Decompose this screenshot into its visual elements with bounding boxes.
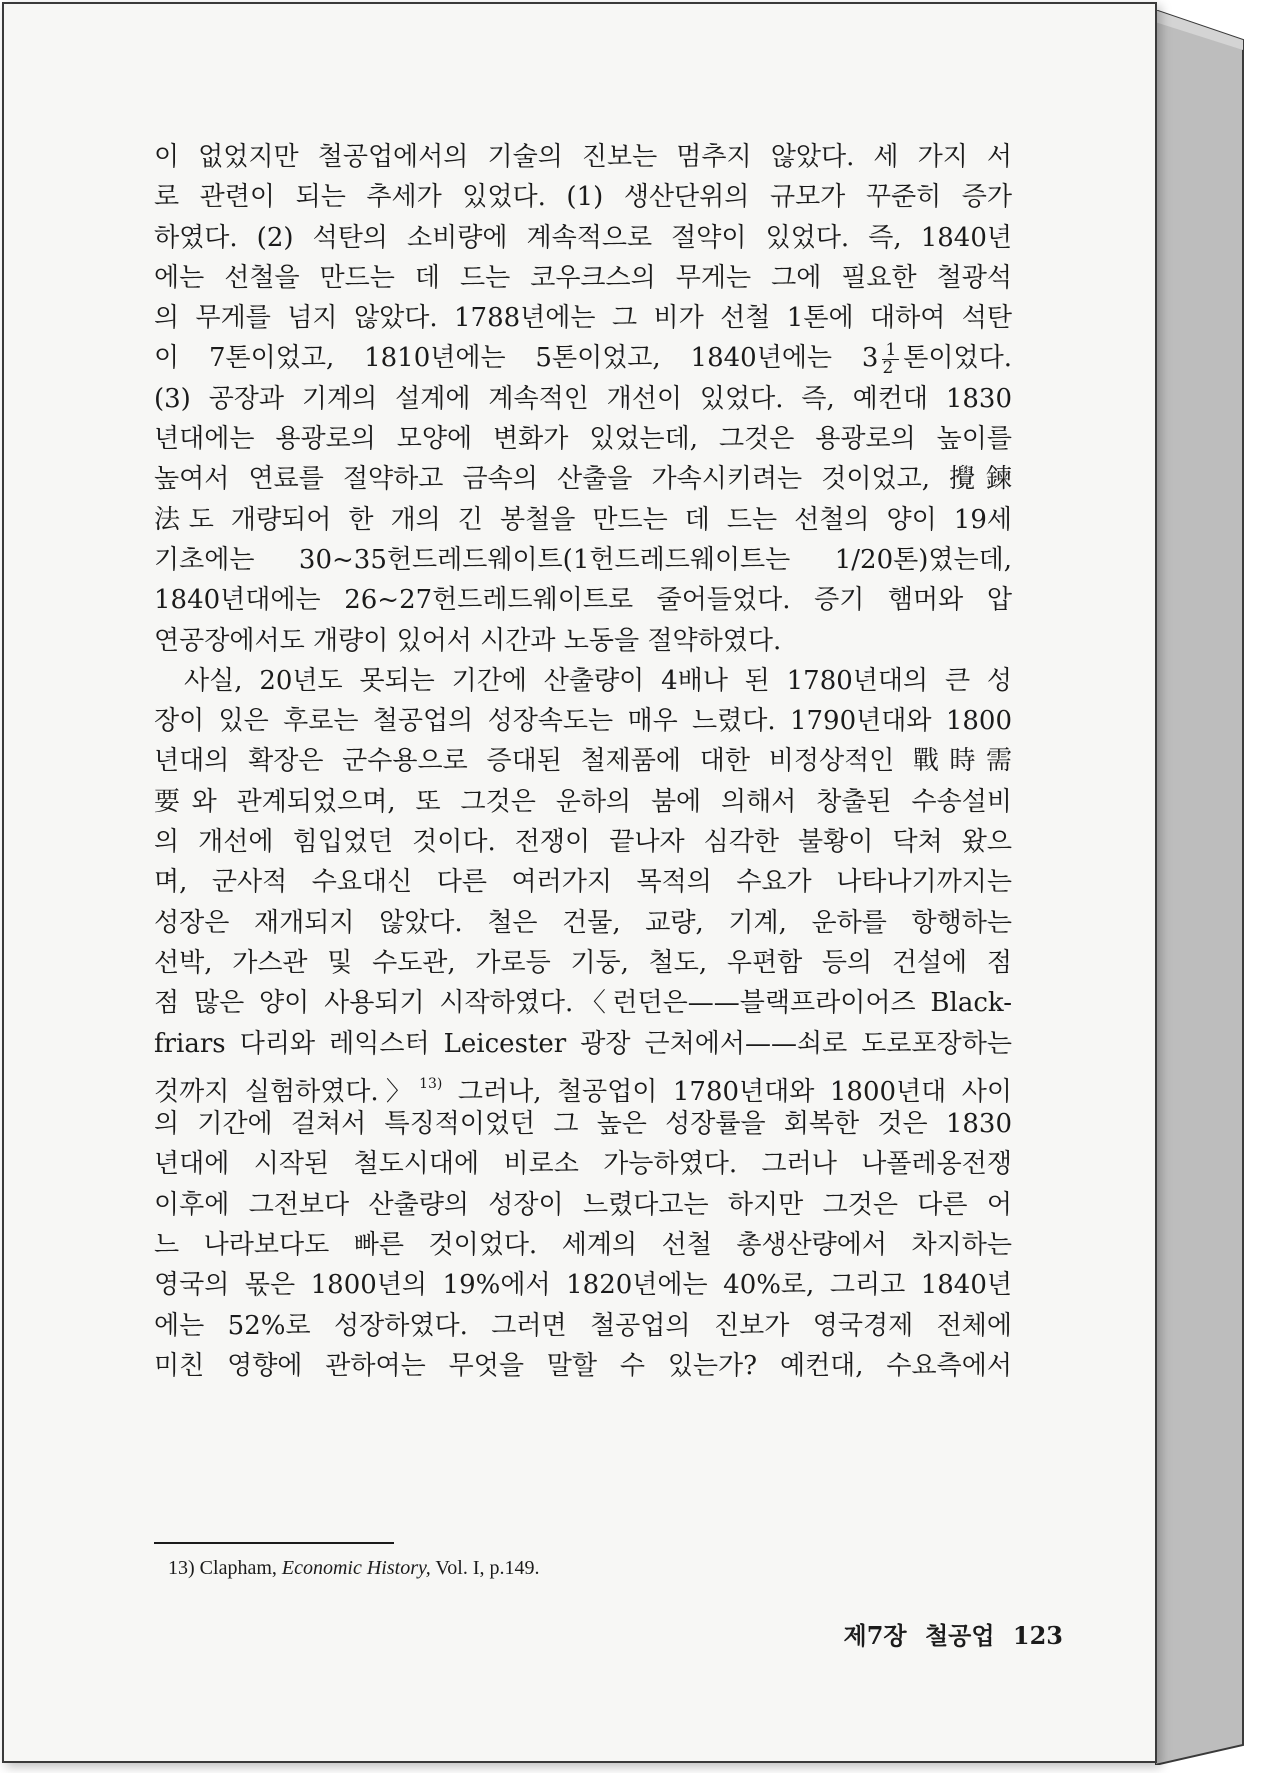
text-line: 에는 선철을 만드는 데 드는 코우크스의 무게는 그에 필요한 철광석	[154, 262, 1012, 293]
footnote-number: 13)	[168, 1557, 195, 1579]
text-line: 선박, 가스관 및 수도관, 가로등 기둥, 철도, 우편함 등의 건설에 점	[154, 947, 1012, 978]
text-line: friars 다리와 레익스터 Leicester 광장 근처에서——쇠로 도로포장하는	[154, 1028, 1012, 1059]
footnote-author: Clapham,	[199, 1557, 277, 1579]
text-line: 년대에 시작된 철도시대에 비로소 가능하였다. 그러나 나폴레옹전쟁	[154, 1149, 1012, 1180]
book-edge	[1155, 10, 1245, 1765]
text-line: 로 관련이 되는 추세가 있었다. (1) 생산단위의 규모가 꾸준히 증가	[154, 182, 1012, 213]
fraction-denominator: 2	[882, 357, 894, 378]
text-line: 성장은 재개되지 않았다. 철은 건물, 교량, 기계, 운하를 항행하는	[154, 907, 1012, 938]
text-segment: 톤이었다.	[903, 343, 1012, 374]
text-line: 점 많은 양이 사용되기 시작하였다.〈런던은——블랙프라이어즈 Black-	[154, 988, 1012, 1019]
text-line: 년대의 확장은 군수용으로 증대된 철제품에 대한 비정상적인 戰時需	[154, 746, 1012, 777]
text-line-with-fraction	[154, 338, 1012, 378]
footnote-reference-detail: Vol. I, p.149.	[435, 1557, 540, 1579]
footnote-title: Economic History,	[281, 1557, 431, 1579]
text-line-with-footnote-ref	[154, 1064, 1012, 1104]
text-segment: 이 7톤이었고, 1810년에는 5톤이었고, 1840년에는 3	[154, 343, 879, 374]
running-footer	[844, 1616, 1063, 1651]
page-number: 123	[1012, 1621, 1063, 1650]
text-line: 에는 52%로 성장하였다. 그러면 철공업의 진보가 영국경제 전체에	[154, 1310, 1012, 1341]
text-line: 년대에는 용광로의 모양에 변화가 있었는데, 그것은 용광로의 높이를	[154, 424, 1012, 455]
text-line: 1840년대에는 26~27헌드레드웨이트로 줄어들었다. 증기 햄머와 압	[154, 585, 1012, 616]
chapter-title: 철공업	[924, 1621, 995, 1650]
text-line: 장이 있은 후로는 철공업의 성장속도는 매우 느렸다. 1790년대와 1800	[154, 706, 1012, 737]
text-line: 미친 영향에 관하여는 무엇을 말할 수 있는가? 예컨대, 수요측에서	[154, 1350, 1012, 1381]
text-line: 느 나라보다도 빠른 것이었다. 세계의 선철 총생산량에서 차지하는	[154, 1230, 1012, 1261]
text-line: 要와 관계되었으며, 또 그것은 운하의 붐에 의해서 창출된 수송설비	[154, 786, 1012, 817]
text-line: 法도 개량되어 한 개의 긴 봉철을 만드는 데 드는 선철의 양이 19세	[154, 504, 1012, 535]
text-line: 이후에 그전보다 산출량의 성장이 느렸다고는 하지만 그것은 다른 어	[154, 1189, 1012, 1220]
text-line: 이 없었지만 철공업에서의 기술의 진보는 멈추지 않았다. 세 가지 서	[154, 142, 1012, 172]
text-segment: 것까지 실험하였다.〉	[154, 1076, 420, 1105]
text-line: 높여서 연료를 절약하고 금속의 산출을 가속시키려는 것이었고, 攪鍊	[154, 464, 1012, 495]
text-segment: 그러나, 철공업이 1780년대와 1800년대 사이	[442, 1076, 1012, 1105]
chapter-label: 제7장	[843, 1621, 907, 1650]
text-line: 영국의 몫은 1800년의 19%에서 1820년에는 40%로, 그리고 1840년	[154, 1270, 1012, 1301]
text-line: 하였다. (2) 석탄의 소비량에 계속적으로 절약이 있었다. 즉, 1840년	[154, 222, 1012, 253]
paragraph-first-line: 사실, 20년도 못되는 기간에 산출량이 4배나 된 1780년대의 큰 성	[184, 665, 1012, 696]
text-line: 며, 군사적 수요대신 다른 여러가지 목적의 수요가 나타나기까지는	[154, 867, 1012, 898]
footnote-reference: 13)	[419, 1075, 443, 1092]
text-line: 의 무게를 넘지 않았다. 1788년에는 그 비가 선철 1톤에 대하여 석탄	[154, 303, 1012, 334]
fraction-numerator: 1	[882, 342, 899, 360]
text-line: (3) 공장과 기계의 설계에 계속적인 개선이 있었다. 즉, 예컨대 1830	[154, 383, 1012, 414]
footnote	[168, 1557, 540, 1580]
footnote-rule	[154, 1542, 394, 1544]
text-line: 의 기간에 걸쳐서 특징적이었던 그 높은 성장률을 회복한 것은 1830	[154, 1109, 1012, 1140]
fraction	[882, 339, 899, 378]
text-line: 연공장에서도 개량이 있어서 시간과 노동을 절약하였다.	[154, 625, 782, 656]
text-line: 의 개선에 힘입었던 것이다. 전쟁이 끝나자 심각한 불황이 닥쳐 왔으	[154, 827, 1012, 858]
page-body	[154, 137, 1012, 1386]
text-line: 기초에는 30~35헌드레드웨이트(1헌드레드웨이트는 1/20톤)였는데,	[154, 544, 1012, 575]
